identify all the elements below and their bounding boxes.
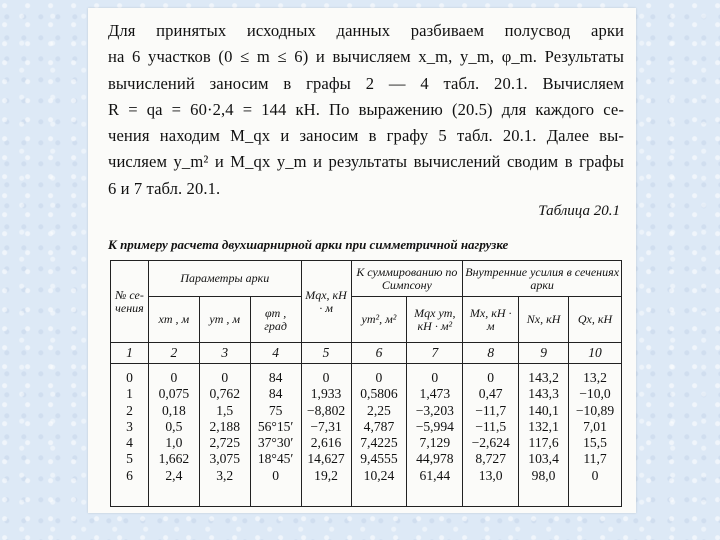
table-cell: 9,4555 bbox=[360, 451, 398, 467]
table-cell: 0 bbox=[170, 370, 178, 385]
table-cell: 140,1 bbox=[528, 402, 559, 418]
data-column bbox=[351, 364, 407, 507]
column-numbers-row bbox=[111, 343, 622, 364]
table-cell: 7,4225 bbox=[360, 435, 398, 451]
table-cell: 3 bbox=[126, 418, 133, 434]
table-cell: 0,075 bbox=[158, 386, 190, 402]
table-cell: 0,5806 bbox=[360, 386, 398, 402]
table-cell: 117,6 bbox=[528, 435, 559, 451]
table-cell: −7,31 bbox=[310, 418, 342, 434]
header-mqx: Mqx, кН · м bbox=[301, 261, 351, 343]
data-column bbox=[148, 364, 199, 507]
table-cell: −10,89 bbox=[575, 402, 615, 418]
data-column bbox=[569, 364, 622, 507]
table-cell: 5 bbox=[126, 451, 133, 467]
header-internal-forces: Внутренние усилия в сечениях арки bbox=[463, 261, 622, 297]
table-cell: −11,5 bbox=[475, 418, 507, 434]
table-cell: 10,24 bbox=[363, 467, 395, 483]
table-cell: 13,0 bbox=[478, 467, 503, 483]
document-page bbox=[88, 8, 636, 513]
table-cell: 3,075 bbox=[209, 451, 241, 467]
table-cell: 132,1 bbox=[528, 418, 559, 434]
table-cell: 0 bbox=[272, 467, 280, 483]
column-number: 7 bbox=[407, 343, 463, 364]
data-column bbox=[519, 364, 569, 507]
table-cell: 37°30′ bbox=[257, 435, 294, 451]
table-cell: −5,994 bbox=[415, 418, 454, 434]
data-column bbox=[407, 364, 463, 507]
paragraph-line: на 6 участков (0 ≤ m ≤ 6) и вычисляем x_m, y_m, φ_m. Результаты bbox=[108, 47, 624, 67]
column-number: 2 bbox=[148, 343, 199, 364]
table-cell: −10,0 bbox=[579, 386, 611, 402]
table-cell: 2,616 bbox=[310, 435, 342, 451]
table-cell: 1,933 bbox=[310, 386, 342, 402]
table-cell: 0,762 bbox=[209, 386, 241, 402]
table-cell: 84 bbox=[268, 370, 283, 385]
table-cell: 84 bbox=[268, 386, 283, 402]
subheader-phi: φm , град bbox=[250, 297, 301, 343]
paragraph-line: чения находим M_qx и заносим в графу 5 табл. 20.1. Далее вы- bbox=[108, 126, 624, 146]
table-cell: 1,0 bbox=[165, 435, 183, 451]
subheader-nx: Nx, кН bbox=[519, 297, 569, 343]
table-cell: 61,44 bbox=[419, 467, 451, 483]
table-cell: 1,473 bbox=[419, 386, 451, 402]
table-cell: 1 bbox=[126, 386, 133, 402]
column-number: 3 bbox=[199, 343, 250, 364]
column-number: 5 bbox=[301, 343, 351, 364]
table-cell: −2,624 bbox=[471, 435, 510, 451]
subheader-mx: Mx, кН · м bbox=[463, 297, 519, 343]
column-number: 10 bbox=[569, 343, 622, 364]
table-cell: 0,18 bbox=[161, 402, 186, 418]
paragraph-line: числяем y_m² и M_qx y_m и результаты вычислений сводим в графы bbox=[108, 152, 624, 172]
column-number: 4 bbox=[250, 343, 301, 364]
data-column bbox=[199, 364, 250, 507]
table-caption: К примеру расчета двухшарнирной арки при симметричной нагрузке bbox=[108, 237, 509, 252]
table-cell: 1,5 bbox=[216, 402, 234, 418]
table-cell: 6 bbox=[126, 467, 133, 483]
table-cell: 7,129 bbox=[419, 435, 451, 451]
subheader-ym2: ym², м² bbox=[351, 297, 407, 343]
subheader-ym: ym , м bbox=[199, 297, 250, 343]
table-cell: 75 bbox=[268, 402, 283, 418]
table-cell: 8,727 bbox=[475, 451, 506, 467]
data-column bbox=[111, 364, 149, 507]
table-cell: 98,0 bbox=[531, 467, 556, 483]
table-cell: 143,3 bbox=[528, 386, 559, 402]
paragraph-line: вычислений заносим в графы 2 — 4 табл. 20.1. Вычисляем bbox=[108, 73, 624, 93]
subheader-xm: xm , м bbox=[148, 297, 199, 343]
table-cell: 0 bbox=[375, 370, 383, 385]
table-cell: 4,787 bbox=[363, 418, 395, 434]
header-section: № се-чения bbox=[111, 261, 149, 343]
body-paragraph bbox=[108, 18, 624, 202]
data-column bbox=[463, 364, 519, 507]
table-cell: 0 bbox=[221, 370, 229, 385]
table-cell: 2,188 bbox=[209, 418, 241, 434]
data-column bbox=[301, 364, 351, 507]
table-cell: 143,2 bbox=[528, 370, 559, 385]
column-number: 6 bbox=[351, 343, 407, 364]
table-cell: 14,627 bbox=[307, 451, 345, 467]
paragraph-line: 6 и 7 табл. 20.1. bbox=[108, 178, 221, 198]
header-arch-params: Параметры арки bbox=[148, 261, 301, 297]
table-cell: 44,978 bbox=[416, 451, 454, 467]
table-cell: 7,01 bbox=[583, 418, 607, 434]
column-number: 8 bbox=[463, 343, 519, 364]
table-number: Таблица 20.1 bbox=[538, 203, 620, 219]
table-cell: 11,7 bbox=[583, 451, 607, 467]
table-cell: 0,5 bbox=[165, 418, 183, 434]
data-column bbox=[250, 364, 301, 507]
table-cell: 0 bbox=[126, 370, 133, 385]
table-cell: 18°45′ bbox=[257, 451, 294, 467]
table-cell: 13,2 bbox=[583, 370, 607, 385]
table-cell: −11,7 bbox=[475, 402, 507, 418]
column-number: 9 bbox=[519, 343, 569, 364]
table-cell: 0 bbox=[487, 370, 495, 385]
table-cell: 2,725 bbox=[209, 435, 241, 451]
table-cell: 19,2 bbox=[314, 467, 338, 483]
table-cell: 103,4 bbox=[528, 451, 559, 467]
table-cell: 2,25 bbox=[367, 402, 391, 418]
table-cell: 1,662 bbox=[158, 451, 190, 467]
subheader-qx: Qx, кН bbox=[569, 297, 622, 343]
table-cell: 0 bbox=[431, 370, 439, 385]
column-number: 1 bbox=[111, 343, 149, 364]
table-cell: 15,5 bbox=[583, 435, 607, 451]
table-cell: −8,802 bbox=[306, 402, 346, 418]
table-cell: 0,47 bbox=[478, 386, 503, 402]
table-cell: 56°15′ bbox=[257, 418, 294, 434]
results-table bbox=[110, 260, 622, 507]
table-cell: 0 bbox=[322, 370, 330, 385]
table-cell: 2,4 bbox=[165, 467, 183, 483]
table-cell: 2 bbox=[126, 402, 133, 418]
table-cell: 4 bbox=[126, 435, 133, 451]
table-cell: 3,2 bbox=[216, 467, 234, 483]
header-simpson: К суммированию по Симпсону bbox=[351, 261, 463, 297]
table-cell: 0 bbox=[591, 467, 599, 483]
paragraph-line: R = qa = 60·2,4 = 144 кН. По выражению (20.5) для каждого се- bbox=[108, 99, 624, 119]
table-cell: −3,203 bbox=[415, 402, 454, 418]
subheader-mqx-ym: Mqx ym, кН · м² bbox=[407, 297, 463, 343]
paragraph-line: Для принятых исходных данных разбиваем полусвод арки bbox=[108, 21, 624, 40]
data-row bbox=[111, 364, 622, 507]
